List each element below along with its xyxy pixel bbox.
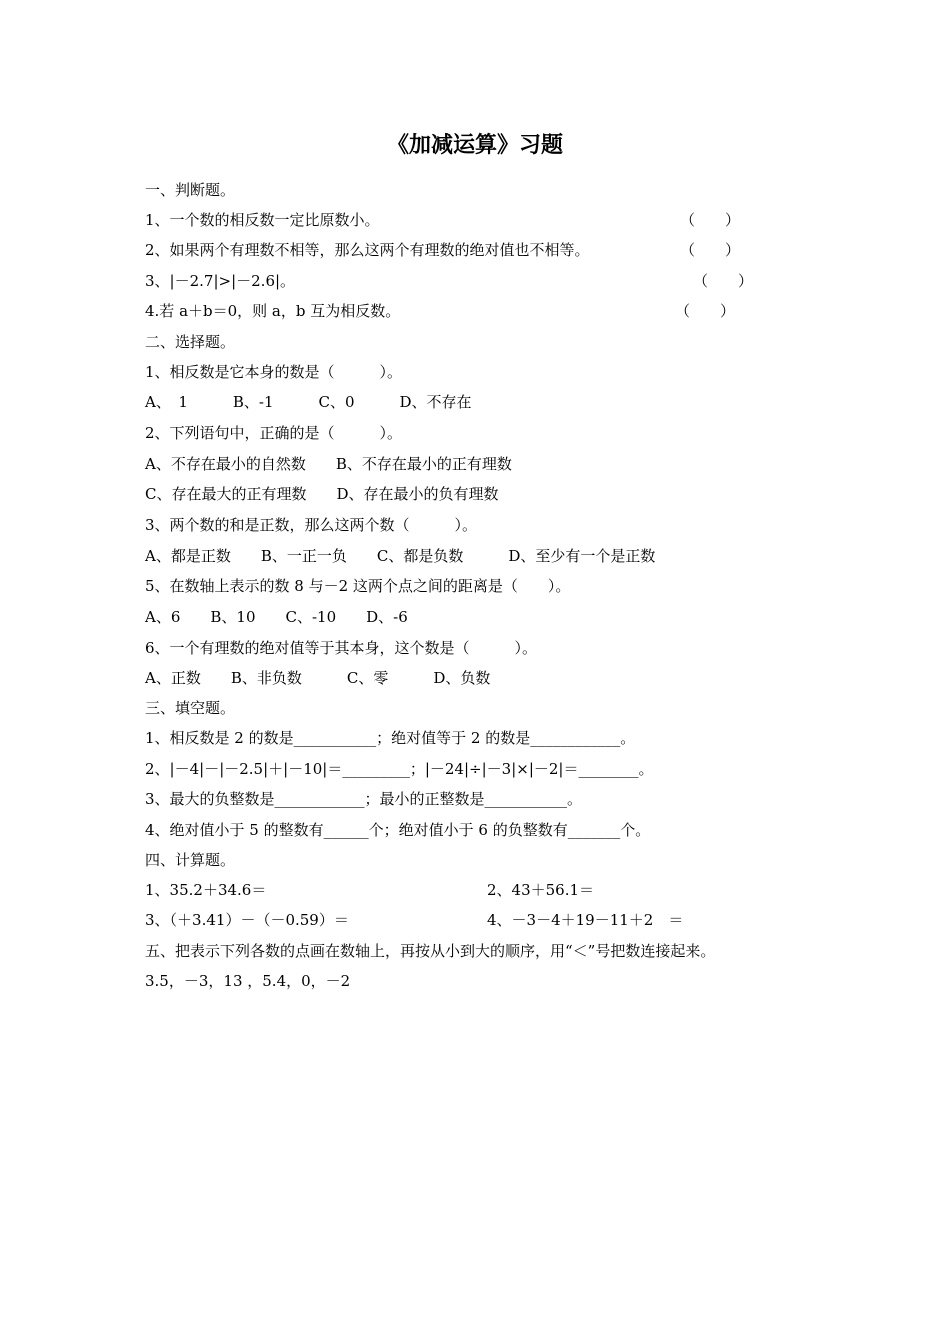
choice-line: A、都是正数 B、一正一负 C、都是负数 D、至少有一个是正数 (145, 547, 656, 565)
fill-line-1: 1、相反数是 2 的数是___________；绝对值等于 2 的数是____________。 (145, 729, 636, 747)
answer-parens-4: （ ） (675, 302, 736, 320)
section-heading-choice: 二、选择题。 (145, 333, 236, 351)
choice-line: 5、在数轴上表示的数 8 与－2 这两个点之间的距离是（ ）。 (145, 577, 571, 595)
choice-line: A、不存在最小的自然数 B、不存在最小的正有理数 (145, 455, 512, 473)
section-heading-calc: 四、计算题。 (145, 851, 236, 869)
choice-line: 1、相反数是它本身的数是（ ）。 (145, 363, 403, 381)
choice-line: 2、下列语句中，正确的是（ ）。 (145, 424, 403, 442)
calc-item-3: 3、（＋3.41）－（－0.59）＝ (145, 911, 349, 929)
section-heading-fill: 三、填空题。 (145, 699, 236, 717)
answer-parens-3: （ ） (693, 272, 754, 290)
judgement-item-1: 1、一个数的相反数一定比原数小。 (145, 211, 380, 229)
choice-line: 3、两个数的和是正数，那么这两个数（ ）。 (145, 516, 478, 534)
choice-line: A、正数 B、非负数 C、零 D、负数 (145, 669, 491, 687)
fill-line-4: 4、绝对值小于 5 的整数有______个；绝对值小于 6 的负整数有_______个。 (145, 821, 651, 839)
choice-line: 6、一个有理数的绝对值等于其本身，这个数是（ ）。 (145, 639, 538, 657)
answer-parens-1: （ ） (680, 211, 741, 229)
fill-line-3: 3、最大的负整数是____________；最小的正整数是___________。 (145, 790, 583, 808)
choice-line: A、 1 B、-1 C、0 D、不存在 (145, 393, 472, 411)
calc-item-2: 2、43＋56.1＝ (487, 881, 595, 899)
fill-line-2: 2、|－4|－|－2.5|＋|－10|＝_________；|－24|÷|－3|×|－2|＝________。 (145, 760, 654, 778)
judgement-item-4: 4.若 a＋b＝0，则 a，b 互为相反数。 (145, 302, 401, 320)
numberline-values: 3.5，－3，13 ，5.4，0，－2 (145, 972, 351, 990)
section-heading-numberline: 五、把表示下列各数的点画在数轴上，再按从小到大的顺序，用“＜”号把数连接起来。 (145, 942, 716, 960)
choice-line: A、6 B、10 C、-10 D、-6 (145, 608, 408, 626)
answer-parens-2: （ ） (680, 241, 741, 259)
page-title: 《加减运算》习题 (386, 133, 563, 158)
calc-item-4: 4、－3－4＋19－11＋2 ＝ (487, 911, 684, 929)
judgement-item-3: 3、|－2.7|>|－2.6|。 (145, 272, 296, 290)
calc-item-1: 1、35.2＋34.6＝ (145, 881, 267, 899)
section-heading-judgement: 一、判断题。 (145, 181, 236, 199)
choice-line: C、存在最大的正有理数 D、存在最小的负有理数 (145, 485, 499, 503)
judgement-item-2: 2、如果两个有理数不相等，那么这两个有理数的绝对值也不相等。 (145, 241, 590, 259)
